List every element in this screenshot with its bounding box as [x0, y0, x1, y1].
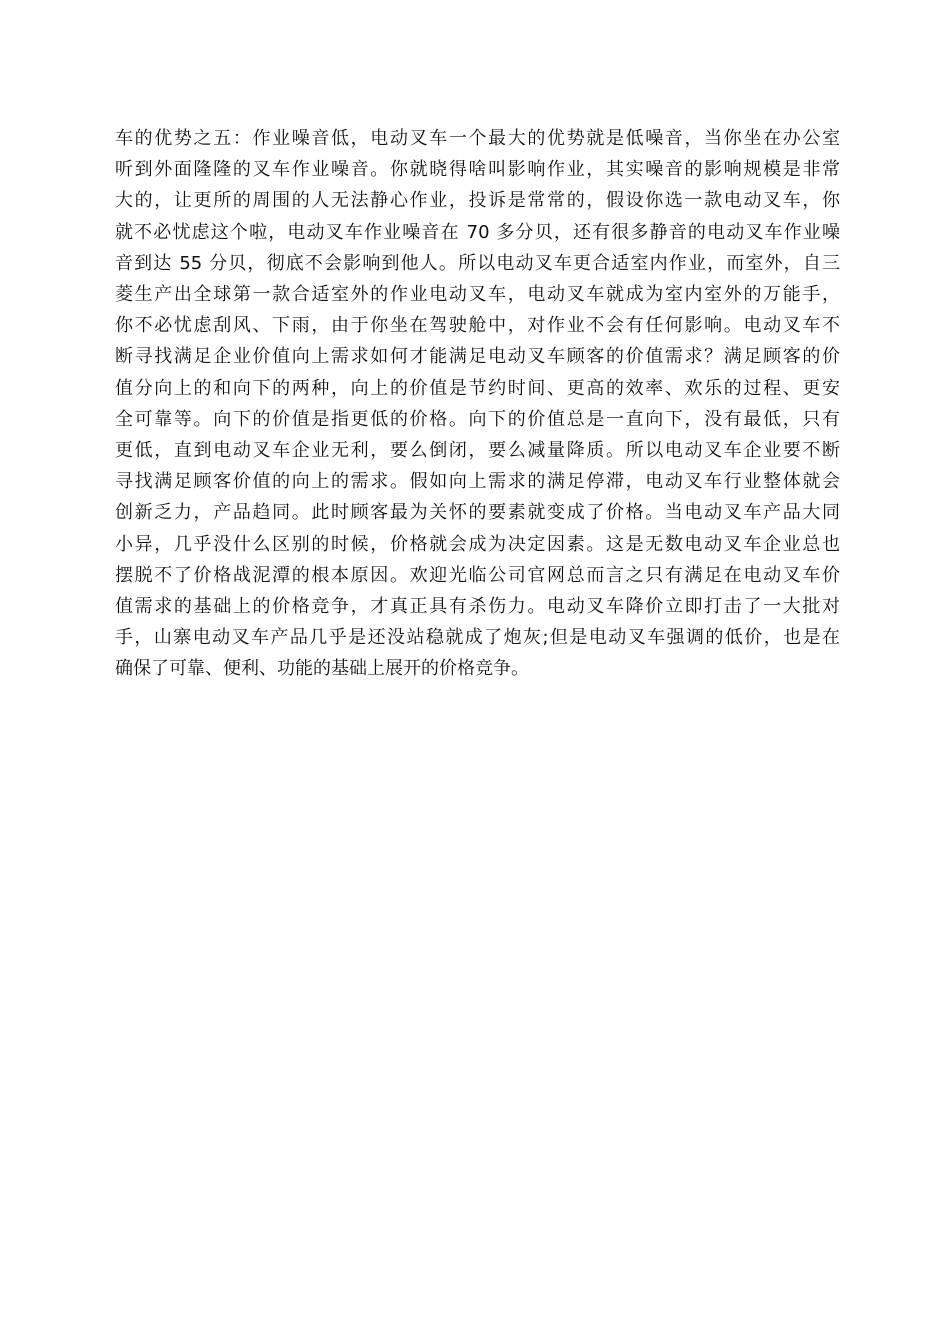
text-line: 大的，让更所的周围的人无法静心作业，投诉是常常的，假设你选一款电动叉车，你: [115, 190, 840, 212]
body-paragraph: [115, 123, 840, 685]
text-line: 手，山寨电动叉车产品几乎是还没站稳就成了炮灰;但是电动叉车强调的低价，也是在: [115, 627, 840, 649]
text-line: 全可靠等。向下的价值是指更低的价格。向下的价值总是一直向下，没有最低，只有: [115, 408, 840, 430]
text-line: 音到达 55 分贝，彻底不会影响到他人。所以电动叉车更合适室内作业，而室外，自三: [115, 252, 840, 274]
text-line: 听到外面隆隆的叉车作业噪音。你就晓得啥叫影响作业，其实噪音的影响规模是非常: [115, 159, 840, 181]
text-line: 创新乏力，产品趋同。此时顾客最为关怀的要素就变成了价格。当电动叉车产品大同: [115, 502, 840, 524]
text-line: 确保了可靠、便利、功能的基础上展开的价格竞争。: [115, 658, 529, 680]
text-line: 摆脱不了价格战泥潭的根本原因。欢迎光临公司官网总而言之只有满足在电动叉车价: [115, 564, 840, 586]
text-line: 车的优势之五：作业噪音低，电动叉车一个最大的优势就是低噪音，当你坐在办公室: [115, 128, 840, 149]
text-line: 菱生产出全球第一款合适室外的作业电动叉车，电动叉车就成为室内室外的万能手，: [115, 284, 840, 306]
text-line: 你不必忧虑刮风、下雨，由于你坐在驾驶舱中，对作业不会有任何影响。电动叉车不: [115, 315, 840, 337]
text-line: 小异，几乎没什么区别的时候，价格就会成为决定因素。这是无数电动叉车企业总也: [115, 533, 840, 555]
text-line: 寻找满足顾客价值的向上的需求。假如向上需求的满足停滞，电动叉车行业整体就会: [115, 471, 840, 493]
text-line: 断寻找满足企业价值向上需求如何才能满足电动叉车顾客的价值需求？满足顾客的价: [115, 346, 840, 368]
text-line: 就不必忧虑这个啦，电动叉车作业噪音在 70 多分贝，还有很多静音的电动叉车作业噪: [115, 221, 840, 243]
text-line: 更低，直到电动叉车企业无利，要么倒闭，要么减量降质。所以电动叉车企业要不断: [115, 440, 840, 462]
text-line: 值分向上的和向下的两种，向上的价值是节约时间、更高的效率、欢乐的过程、更安: [115, 377, 840, 399]
text-line: 值需求的基础上的价格竞争，才真正具有杀伤力。电动叉车降价立即打击了一大批对: [115, 596, 840, 618]
